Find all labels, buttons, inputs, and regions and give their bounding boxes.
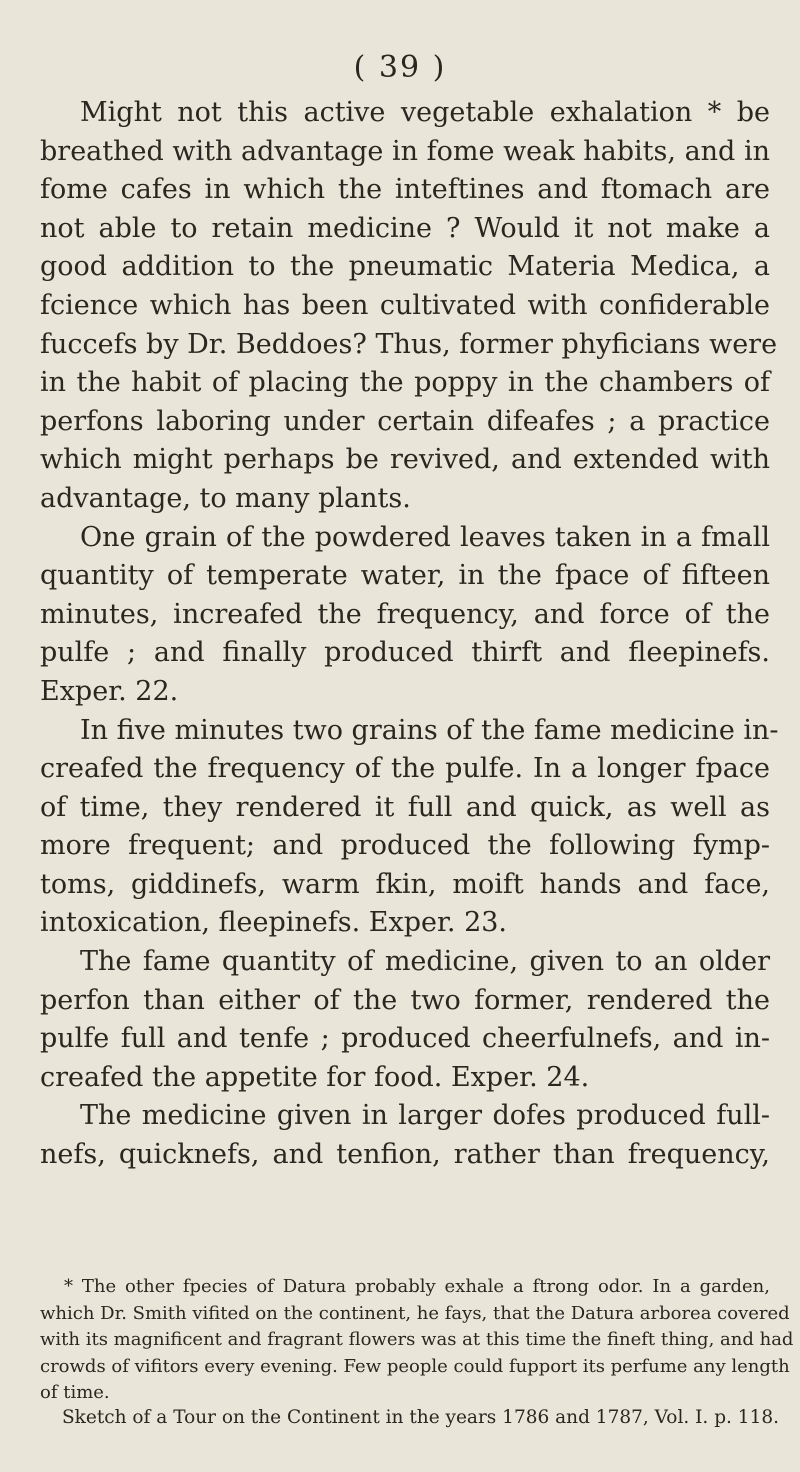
text-line: of time, they rendered it full and quick, as well as [40, 791, 770, 823]
footnote-line: * The other fpecies of Datura probably exhale a ftrong odor. In a garden, [64, 1276, 770, 1297]
text-line: more frequent; and produced the following fymp- [40, 830, 770, 862]
text-line: breathed with advantage in fome weak habits, and in [40, 135, 770, 167]
text-line: creafed the appetite for food. Exper. 24. [40, 1061, 590, 1093]
text-line: creafed the frequency of the pulfe. In a longer fpace [40, 753, 770, 785]
text-line: In five minutes two grains of the fame medicine in- [80, 714, 779, 746]
text-line: minutes, increafed the frequency, and force of the [40, 598, 770, 630]
text-line: toms, giddinefs, warm fkin, moift hands and face, [40, 868, 770, 900]
text-line: quantity of temperate water, in the fpace of fifteen [40, 560, 770, 592]
text-line: nefs, quicknefs, and tenfion, rather than frequency, [40, 1139, 770, 1171]
text-line: pulfe ; and finally produced thirft and fleepinefs. [40, 637, 770, 669]
text-line: One grain of the powdered leaves taken in a fmall [80, 521, 770, 553]
text-line: not able to retain medicine ? Would it not make a [40, 212, 770, 244]
text-line: Exper. 22. [40, 675, 179, 707]
text-line: good addition to the pneumatic Materia Medica, a [40, 251, 770, 283]
footnote-line: with its magnificent and fragrant flowers was at this time the fineft thing, and had [40, 1329, 794, 1350]
footnote [40, 1274, 794, 1407]
footnote-line: which Dr. Smith vifited on the continent, he fays, that the Datura arborea covered [40, 1302, 790, 1324]
body-text [40, 94, 779, 1175]
text-line: in the habit of placing the poppy in the chambers of [40, 367, 770, 399]
text-line: fuccefs by Dr. Beddoes? Thus, former phyficians were [40, 328, 778, 360]
footnote-line: crowds of vifitors every evening. Few people could fupport its perfume any length [40, 1355, 790, 1377]
text-line: which might perhaps be revived, and extended with [40, 444, 770, 476]
text-line: intoxication, fleepinefs. Exper. 23. [40, 907, 508, 939]
text-line: advantage, to many plants. [40, 482, 411, 514]
text-line: The fame quantity of medicine, given to an older [80, 946, 770, 978]
text-line: Might not this active vegetable exhalation * be [80, 97, 770, 128]
text-line: fcience which has been cultivated with confiderable [40, 289, 770, 321]
text-line: perfon than either of the two former, rendered the [40, 984, 770, 1016]
text-line: perfons laboring under certain difeafes ; a practice [40, 405, 770, 437]
footnote-line: of time. [40, 1382, 110, 1403]
text-line: fome cafes in which the inteftines and ftomach are [40, 174, 770, 206]
text-line: The medicine given in larger dofes produced full- [80, 1100, 770, 1132]
text-line: pulfe full and tenfe ; produced cheerfulnefs, and in- [40, 1023, 770, 1055]
page-number: ( 39 ) [353, 50, 447, 85]
footnote-citation: Sketch of a Tour on the Continent in the years 1786 and 1787, Vol. I. p. 118. [62, 1407, 779, 1428]
